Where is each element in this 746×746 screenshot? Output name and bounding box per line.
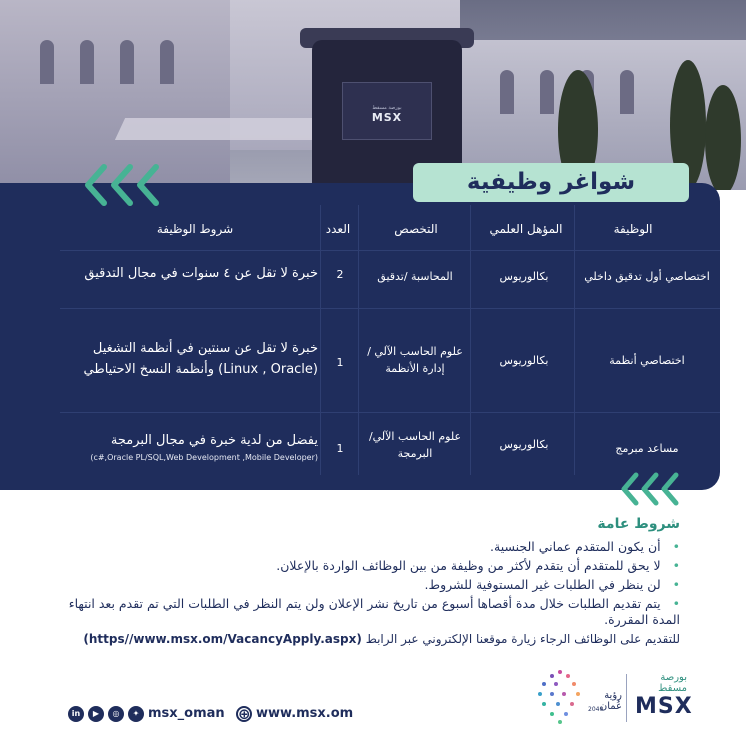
chevrons-icon [84, 163, 168, 207]
msx-logo [635, 672, 693, 724]
row1-job: اختصاصي أول تدقيق داخلي [584, 270, 710, 283]
website-link[interactable]: www.msx.om [256, 706, 354, 721]
tree [705, 85, 741, 190]
bullet-icon: • [672, 539, 680, 554]
term-text: يتم تقديم الطلبات خلال مدة أقصاها أسبوع من تاريخ نشر الإعلان ولن يتم النظر في الطلبات التي تم تقدم بعد انتهاء المدة المقررة. [68, 596, 680, 627]
header-photo [0, 0, 746, 190]
apply-line [83, 632, 680, 646]
table-divider [358, 205, 359, 475]
row3-job: مساعد مبرمج [615, 442, 679, 455]
msx-logo-arabic: بورصة مسقط [658, 672, 687, 694]
row1-specialization: المحاسبة /تدقيق [377, 270, 453, 283]
row3-requirements: يفضل من لدية خبرة في مجال البرمجة [110, 433, 318, 448]
header-requirements: شروط الوظيفة [156, 222, 234, 236]
linkedin-icon[interactable]: in [68, 706, 84, 722]
term-text: لن ينظر في الطلبات غير المستوفية للشروط. [424, 577, 661, 592]
row3-count: 1 [336, 442, 344, 455]
term-item [60, 596, 680, 628]
apply-link[interactable]: (https//www.msx.om/VacancyApply.aspx) [83, 632, 362, 646]
page-title: شواغر وظيفية [413, 163, 689, 202]
building-sign [342, 82, 432, 140]
table-divider [470, 205, 471, 475]
term-text: لا يحق للمتقدم أن يتقدم لأكثر من وظيفة من بين الوظائف الواردة بالإعلان. [276, 558, 661, 573]
term-item [60, 539, 680, 555]
building-window [500, 70, 514, 114]
general-terms-title: شروط عامة [597, 516, 680, 532]
building-window [160, 40, 174, 84]
building-window [80, 40, 94, 84]
bullet-icon: • [672, 577, 680, 592]
row3-specialization: علوم الحاسب الآلي/ البرمجة [368, 430, 462, 460]
row2-requirements: خبرة لا تقل عن سنتين في أنظمة التشغيل (Linux , Oracle) وأنظمة النسخ الاحتياطي [83, 341, 318, 377]
globe-icon: ⊕ [238, 705, 251, 723]
row3-qualification: بكالوريوس [499, 438, 549, 451]
twitter-icon[interactable]: ✦ [128, 706, 144, 722]
row1-qualification: بكالوريوس [499, 270, 549, 283]
youtube-icon[interactable]: ▶ [88, 706, 104, 722]
vision-year: 2040 [588, 706, 604, 713]
row1-requirements: خبرة لا تقل عن ٤ سنوات في مجال التدقيق [84, 266, 318, 281]
social-handle[interactable]: msx_oman [148, 706, 225, 721]
header-qualification: المؤهل العلمي [489, 222, 563, 236]
building-sign-big: MSX [371, 111, 403, 124]
term-item [60, 577, 680, 593]
instagram-icon[interactable]: ◎ [108, 706, 124, 722]
row3-note: (c#,Oracle PL/SQL,Web Development ,Mobile Developer) [90, 453, 318, 462]
msx-logo-english: MSX [635, 694, 693, 719]
building-sign-small: بورصة مسقط [372, 105, 402, 111]
row2-job: اختصاصي أنظمة [609, 354, 685, 367]
vision-text: رؤية عُمان [599, 690, 622, 712]
table-divider [60, 308, 720, 309]
header-job: الوظيفة [613, 222, 653, 236]
row2-count: 1 [336, 356, 344, 369]
building-left [0, 0, 230, 190]
row2-qualification: بكالوريوس [499, 354, 549, 367]
chevrons-icon [620, 472, 684, 506]
header-count: العدد [325, 222, 351, 236]
building-window [620, 70, 634, 114]
term-item [60, 558, 680, 574]
header-specialization: التخصص [394, 222, 438, 236]
oman-vision-logo [530, 660, 622, 730]
bullet-icon: • [672, 558, 680, 573]
table-divider [320, 205, 321, 475]
building-window [540, 70, 554, 114]
apply-text: للتقديم على الوظائف الرجاء زيارة موقعنا الإلكتروني عبر الرابط [365, 632, 680, 646]
building-window [120, 40, 134, 84]
table-divider [60, 250, 720, 251]
logo-divider [626, 674, 627, 722]
table-divider [60, 412, 720, 413]
term-text: أن يكون المتقدم عماني الجنسية. [490, 539, 661, 554]
row2-specialization: علوم الحاسب الآلي / إدارة الأنظمة [367, 345, 463, 375]
table-divider [574, 205, 575, 475]
row1-count: 2 [336, 268, 344, 281]
building-window [40, 40, 54, 84]
bullet-icon: • [672, 596, 680, 611]
